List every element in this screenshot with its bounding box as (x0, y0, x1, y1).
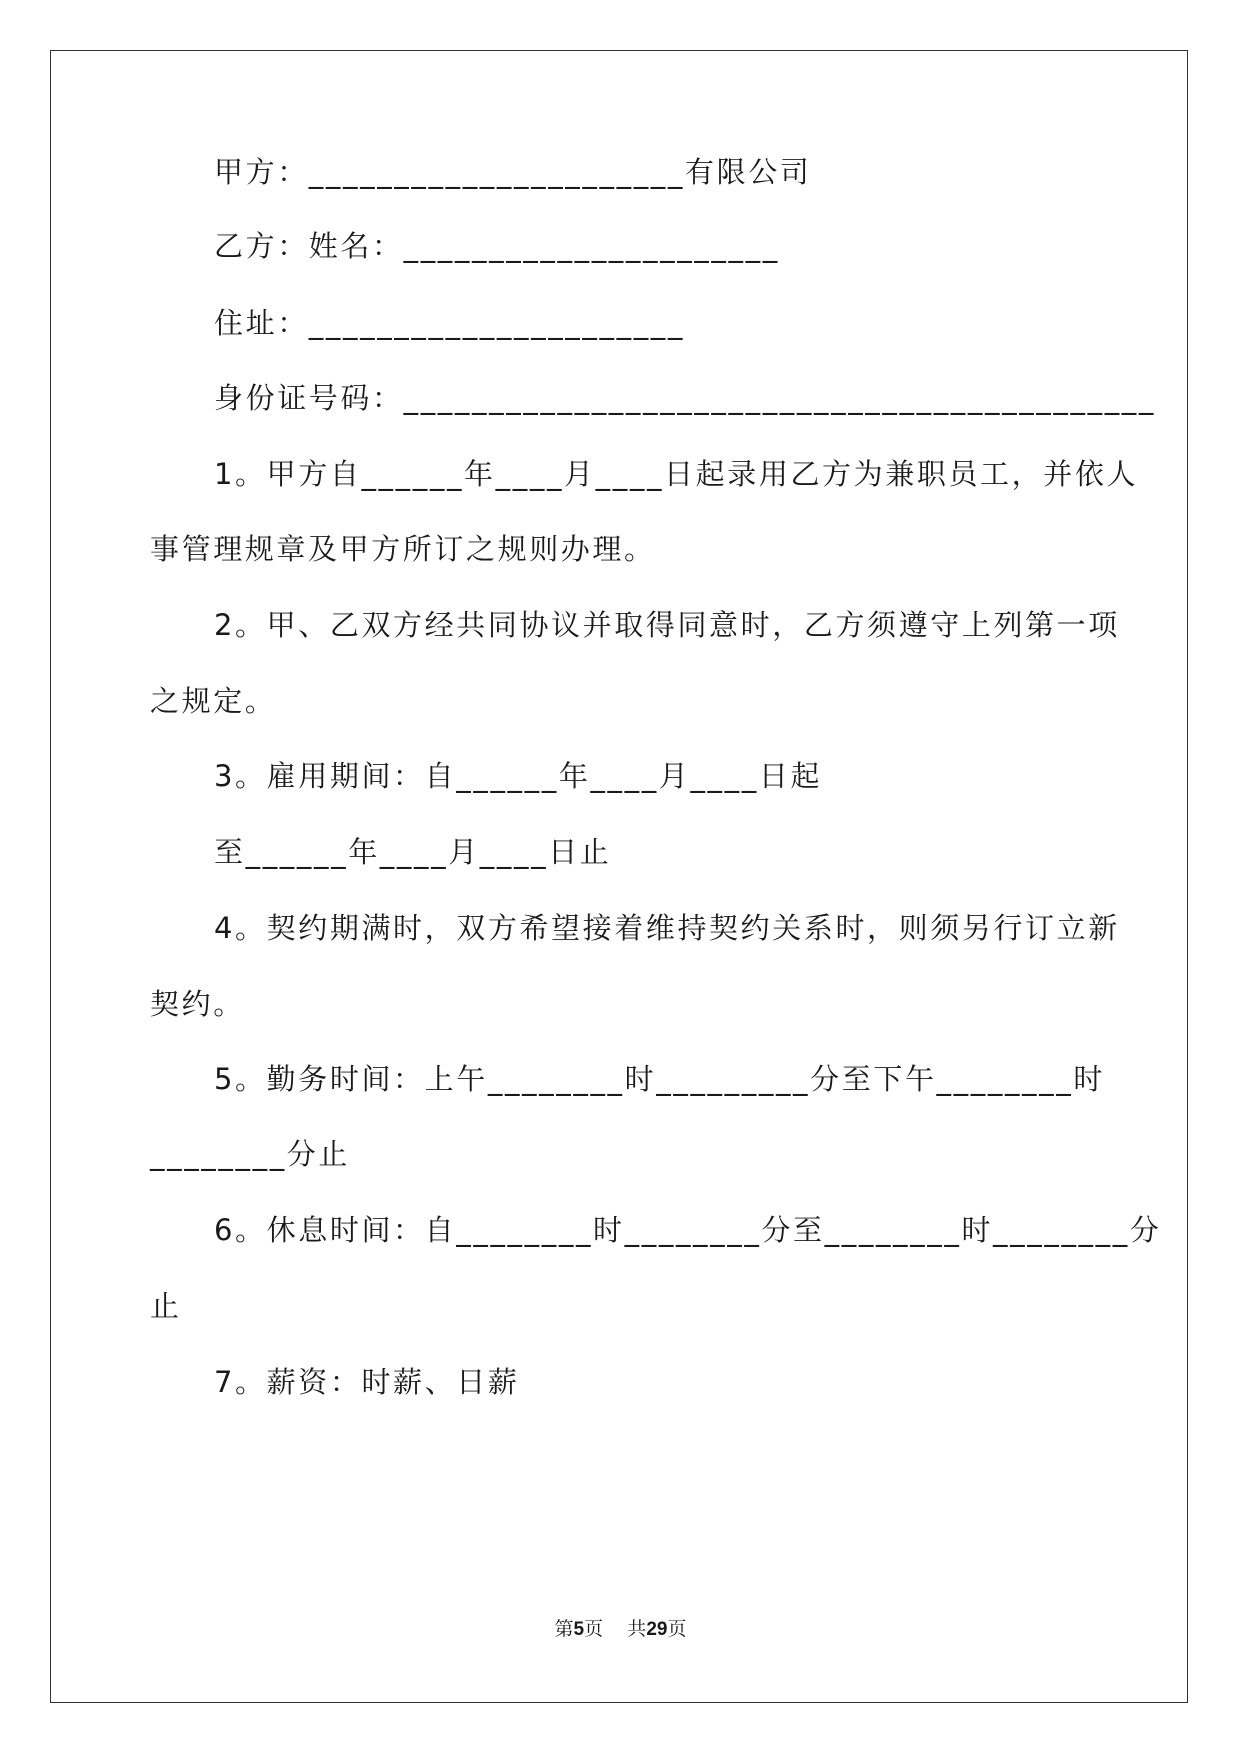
footer-page-unit: 页 (584, 1618, 604, 1640)
page-frame (50, 50, 1188, 1703)
clause-5-line-1: 5。勤务时间：上午________时_________分至下午________时 (214, 1062, 1105, 1096)
footer-page-number: 5 (573, 1619, 585, 1640)
clause-6-line-1: 6。休息时间：自________时________分至________时________分 (214, 1213, 1162, 1247)
footer-prefix: 第 (554, 1618, 574, 1640)
clause-4-line-1: 4。契约期满时，双方希望接着维持契约关系时，则须另行订立新 (214, 911, 1120, 945)
party-b-name-line: 乙方：姓名：______________________ (214, 229, 780, 263)
clause-7-line-1: 7。薪资：时薪、日薪 (214, 1365, 520, 1399)
footer-total-prefix: 共 (627, 1618, 647, 1640)
page-footer (0, 1614, 1241, 1641)
id-number-line: 身份证号码：____________________________________________ (214, 381, 1156, 415)
clause-6-line-2: 止 (150, 1289, 182, 1323)
clause-4-line-2: 契约。 (150, 987, 245, 1021)
party-a-line: 甲方：______________________有限公司 (214, 155, 812, 189)
footer-total-pages: 29 (646, 1619, 668, 1640)
address-line: 住址：______________________ (214, 306, 685, 340)
clause-3-line-2: 至______年____月____日止 (214, 835, 612, 869)
clause-1-line-1: 1。甲方自______年____月____日起录用乙方为兼职员工，并依人 (214, 457, 1139, 491)
clause-3-line-1: 3。雇用期间：自______年____月____日起 (214, 759, 823, 793)
clause-1-line-2: 事管理规章及甲方所订之规则办理。 (150, 532, 656, 566)
clause-2-line-1: 2。甲、乙双方经共同协议并取得同意时，乙方须遵守上列第一项 (214, 608, 1120, 642)
clause-2-line-2: 之规定。 (150, 684, 277, 718)
clause-5-line-2: ________分止 (150, 1137, 350, 1171)
footer-total-unit: 页 (667, 1618, 687, 1640)
